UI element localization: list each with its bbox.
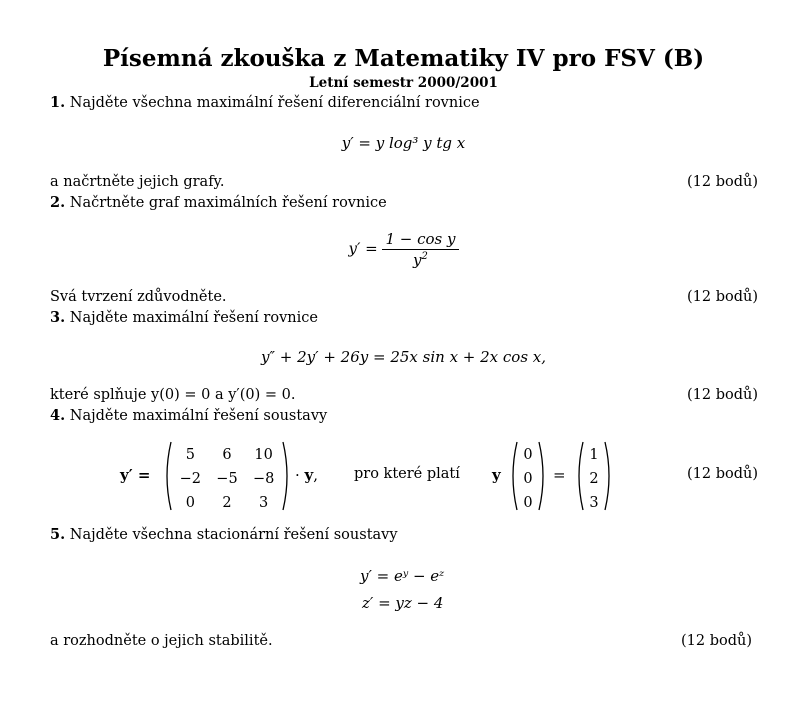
problem-4-number: 4. — [50, 407, 66, 424]
matrix-cell: 6 — [222, 447, 232, 463]
matrix-cell: 0 — [185, 495, 195, 511]
problem-3-intro — [50, 309, 318, 326]
problem-3-after: které splňuje y(0) = 0 a y′(0) = 0. — [50, 387, 296, 403]
problem-2-number: 2. — [50, 194, 66, 211]
problem-1-equation-text: y′ = y log³ y tg x — [341, 134, 466, 152]
system-matrix — [172, 443, 282, 515]
problem-1-intro-text: Najděte všechna maximální řešení diferenciální rovnice — [69, 95, 480, 111]
matrix-cell: −5 — [216, 471, 238, 487]
matrix-row — [172, 443, 282, 467]
matrix-cell: −8 — [252, 471, 275, 487]
problem-1-intro — [50, 94, 480, 111]
matrix-cell: 10 — [254, 447, 273, 463]
problem-3-number: 3. — [50, 309, 66, 326]
problem-1-number: 1. — [50, 94, 66, 111]
problem-5-number: 5. — [50, 526, 66, 543]
problem-1-after: a načrtněte jejich grafy. — [50, 174, 225, 190]
right-paren — [538, 441, 548, 511]
times-y: · y, — [295, 466, 319, 484]
problem-5-equation-2: z′ = yz − 4 — [362, 594, 444, 612]
problem-4-intro — [50, 407, 327, 424]
left-paren — [508, 441, 518, 511]
right-paren — [282, 441, 292, 511]
vector-cell: 0 — [523, 447, 533, 463]
vector-cell: 0 — [523, 495, 533, 511]
exam-subtitle: Letní semestr 2000/2001 — [309, 75, 498, 91]
problem-2-points: (12 bodů) — [686, 289, 758, 305]
equals-sign: = — [553, 466, 566, 484]
problem-5-points: (12 bodů) — [680, 633, 752, 649]
matrix-cell: −2 — [179, 471, 202, 487]
problem-2-equation: y′ = $\frac{\text{1 − cos y}}{y^2}$ — [0, 230, 807, 269]
problem-1-points: (12 bodů) — [686, 174, 758, 190]
left-paren — [162, 441, 172, 511]
vector-cell: 0 — [523, 471, 533, 487]
exam-title: Písemná zkouška z Matematiky IV pro FSV (B) — [102, 45, 705, 72]
problem-3-intro-text: Najděte maximální řešení rovnice — [69, 310, 318, 326]
problem-4-points: (12 bodů) — [686, 466, 758, 482]
problem-5-equation-1: y′ = eʸ − eᶻ — [360, 567, 445, 585]
matrix-row — [172, 491, 282, 515]
problem-3-equation: y″ + 2y′ + 26y = 25x sin x + 2x cos x, — [260, 348, 547, 366]
matrix-cell: 5 — [185, 447, 195, 463]
condition-text: pro které platí — [354, 466, 460, 482]
problem-5-intro — [50, 526, 398, 543]
problem-1-equation — [0, 134, 807, 152]
problem-5-after: a rozhodněte o jejich stabilitě. — [50, 633, 273, 649]
left-paren — [574, 441, 584, 511]
right-paren — [604, 441, 614, 511]
problem-2-after: Svá tvrzení zdůvodněte. — [50, 289, 227, 305]
problem-2-intro-text: Načrtněte graf maximálních řešení rovnice — [69, 195, 387, 211]
fraction: $\frac{\text{1 − cos y}}{y^2}$ — [382, 230, 458, 269]
initial-value-vector — [584, 443, 604, 515]
matrix-cell: 2 — [222, 495, 232, 511]
problem-2-intro — [50, 194, 387, 211]
problem-3-points: (12 bodů) — [686, 387, 758, 403]
problem-4-intro-text: Najděte maximální řešení soustavy — [69, 408, 328, 424]
initial-point-vector — [518, 443, 538, 515]
vector-y-prime: y′ = — [120, 466, 151, 484]
matrix-cell: 3 — [259, 495, 269, 511]
problem-5-intro-text: Najděte všechna stacionární řešení soustavy — [69, 527, 398, 543]
matrix-row — [172, 467, 282, 491]
vector-cell: 2 — [589, 471, 599, 487]
vector-cell: 1 — [589, 447, 599, 463]
vector-y: y — [492, 466, 501, 484]
vector-cell: 3 — [589, 495, 599, 511]
